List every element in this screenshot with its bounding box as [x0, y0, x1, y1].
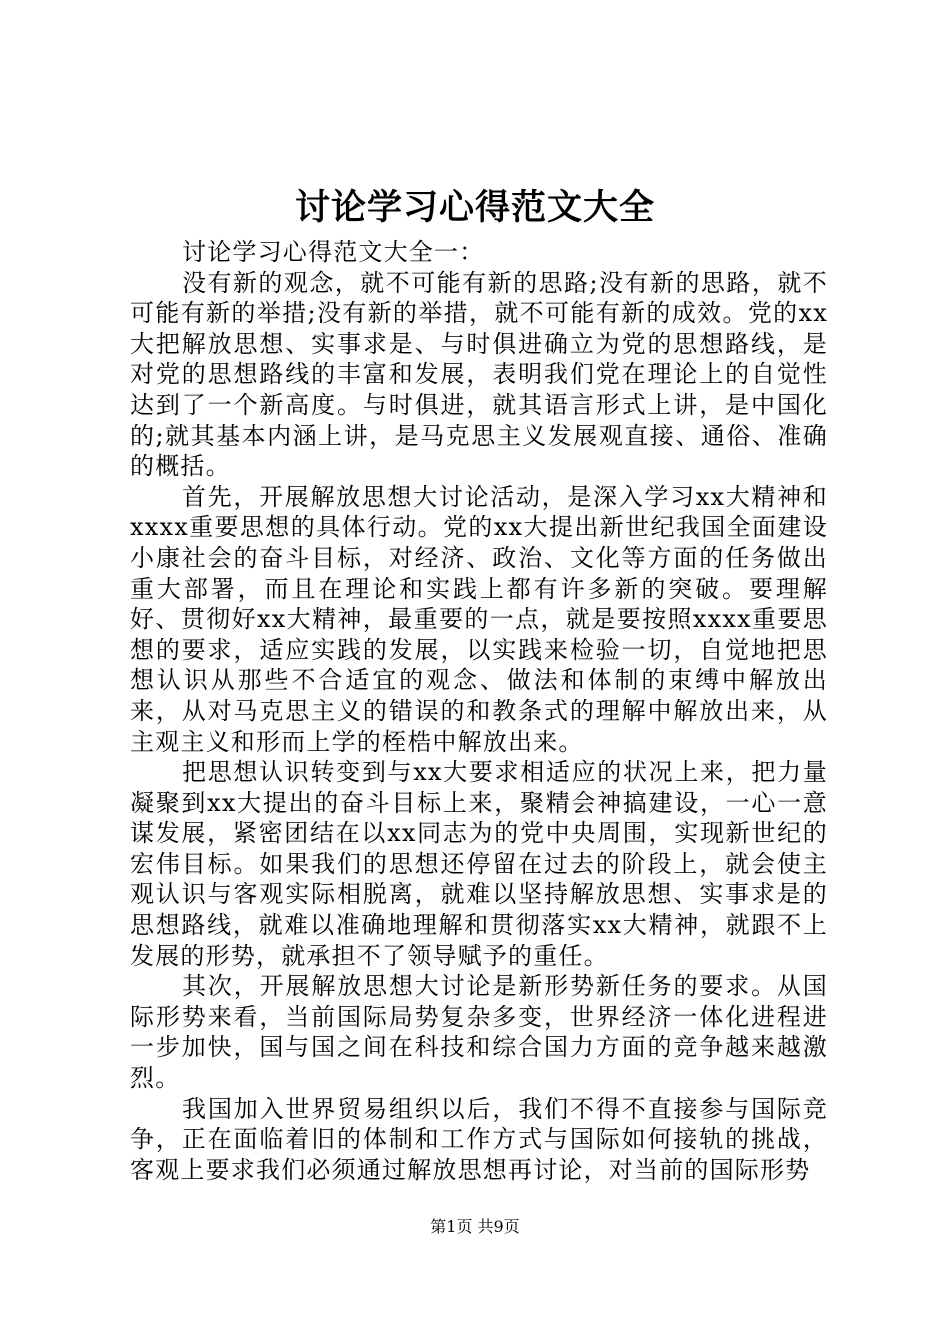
page-number-footer: 第1页 共9页 — [430, 1217, 520, 1236]
paragraph-5: 其次，开展解放思想大讨论是新形势新任务的要求。从国际形势来看，当前国际局势复杂多变，世界经济一体化进程进一步加快，国与国之间在科技和综合国力方面的竞争越来越激烈。 — [130, 972, 828, 1093]
paragraph-2: 没有新的观念，就不可能有新的思路;没有新的思路，就不可能有新的举措;没有新的举措，就不可能有新的成效。党的xx大把解放思想、实事求是、与时俱进确立为党的思想路线，是对党的思想路线的丰富和发展，表明我们党在理论上的自觉性达到了一个新高度。与时俱进，就其语言形式上讲，是中国化的;就其基本内涵上讲，是马克思主义发展观直接、通俗、准确的概括。 — [130, 268, 828, 481]
paragraph-4: 把思想认识转变到与xx大要求相适应的状况上来，把力量凝聚到xx大提出的奋斗目标上来，聚精会神搞建设，一心一意谋发展，紧密团结在以xx同志为的党中央周围，实现新世纪的宏伟目标。如果我们的思想还停留在过去的阶段上，就会使主观认识与客观实际相脱离，就难以坚持解放思想、实事求是的思想路线，就难以准确地理解和贯彻落实xx大精神，就跟不上发展的形势，就承担不了领导赋予的重任。 — [130, 758, 828, 970]
paragraph-3: 首先，开展解放思想大讨论活动，是深入学习xx大精神和xxxx重要思想的具体行动。党的xx大提出新世纪我国全面建设小康社会的奋斗目标，对经济、政治、文化等方面的任务做出重大部署，而且在理论和实践上都有许多新的突破。要理解好、贯彻好xx大精神，最重要的一点，就是要按照xxxx重要思想的要求，适应实践的发展，以实践来检验一切，自觉地把思想认识从那些不合适宜的观念、做法和体制的束缚中解放出来，从对马克思主义的错误的和教条式的理解中解放出来，从主观主义和形而上学的桎梏中解放出来。 — [130, 482, 828, 756]
paragraph-6: 我国加入世界贸易组织以后，我们不得不直接参与国际竞争，正在面临着旧的体制和工作方式与国际如何接轨的挑战，客观上要求我们必须通过解放思想再讨论，对当前的国际形势 — [130, 1094, 828, 1184]
paragraph-1: 讨论学习心得范文大全一： — [182, 238, 485, 266]
document-body — [130, 237, 828, 1185]
document-title: 讨论学习心得范文大全 — [294, 187, 655, 228]
